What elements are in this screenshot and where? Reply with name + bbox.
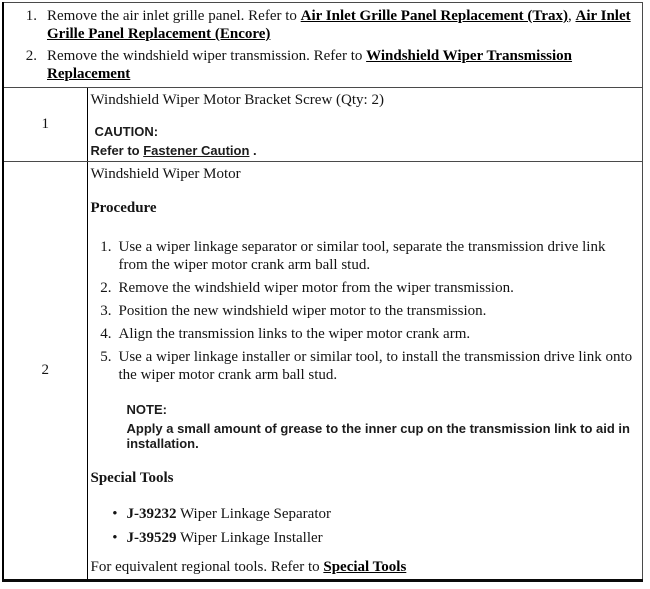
tool-text [127, 505, 331, 523]
regional-tools-footer [91, 558, 407, 576]
step-number: 1. [25, 8, 37, 24]
bullet-icon: • [112, 506, 118, 522]
step-text: Use a wiper linkage installer or similar tool, to install the transmission drive link onto the wiper motor crank arm ball stud. [118, 349, 633, 383]
procedure-step [91, 302, 639, 320]
note-label: NOTE: [126, 402, 167, 417]
step-number: 5. [100, 349, 112, 365]
procedure-step [91, 325, 639, 343]
special-tool-item [91, 505, 639, 523]
special-tools-list [91, 505, 639, 547]
tool-code: J-39529 [126, 530, 177, 546]
link-air-inlet-grille-panel-replacement-trax[interactable]: Air Inlet Grille Panel Replacement (Trax) [300, 8, 568, 24]
step-text: Use a wiper linkage separator or similar tool, separate the transmission drive link from the wiper motor crank arm ball stud. [118, 239, 606, 273]
step-text: Position the new windshield wiper motor to the transmission. [118, 303, 487, 319]
bullet-icon: • [112, 530, 118, 546]
row-number-cell-1: 1 [3, 88, 87, 162]
note-text: Apply a small amount of grease to the inner cup on the transmission link to aid in installation. [126, 421, 630, 451]
tool-name: Wiper Linkage Separator [179, 506, 331, 522]
component-title: Windshield Wiper Motor Bracket Screw (Qty: 2) [90, 92, 384, 108]
removal-step-2 [9, 47, 638, 83]
procedure-step-list [91, 238, 639, 384]
tool-name: Wiper Linkage Installer [179, 530, 323, 546]
step-prefix: Remove the air inlet grille panel. Refer to [47, 8, 301, 24]
step-number: 3. [100, 303, 112, 319]
step-number: 1. [100, 239, 112, 255]
link-fastener-caution[interactable]: Fastener Caution [143, 143, 250, 158]
footer-prefix: For equivalent regional tools. Refer to [90, 559, 324, 575]
special-tools-heading: Special Tools [90, 470, 174, 486]
procedure-step [91, 238, 639, 274]
caution-block [91, 124, 639, 159]
procedure-heading: Procedure [90, 200, 157, 216]
step-prefix: Remove the windshield wiper transmission. Refer to [47, 48, 367, 64]
tool-text [127, 529, 323, 547]
step-text [47, 47, 638, 83]
step-text [47, 7, 638, 43]
row-2-content-cell [87, 162, 643, 581]
caution-suffix: . [249, 143, 257, 158]
procedure-table [2, 2, 643, 582]
removal-steps-cell [3, 3, 643, 88]
special-tool-item [91, 529, 639, 547]
step-number: 2. [25, 48, 37, 64]
procedure-step [91, 279, 639, 297]
link-air-inlet-grille-panel-replacement-encore[interactable]: Air Inlet Grille Panel Replacement (Encore) [47, 8, 631, 42]
procedure-step [91, 348, 639, 384]
step-text: Remove the windshield wiper motor from the wiper transmission. [118, 280, 514, 296]
link-special-tools[interactable]: Special Tools [323, 559, 407, 575]
step-text: Align the transmission links to the wiper motor crank arm. [118, 326, 471, 342]
row-1-content-cell [87, 88, 643, 162]
link-separator: , [567, 8, 576, 24]
note-block [127, 402, 639, 451]
component-title: Windshield Wiper Motor [90, 166, 241, 182]
caution-prefix: Refer to [90, 143, 144, 158]
link-windshield-wiper-transmission-replacement[interactable]: Windshield Wiper Transmission Replacement [47, 48, 573, 82]
removal-step-1 [9, 7, 638, 43]
caution-reference [91, 143, 639, 159]
caution-label: CAUTION: [94, 124, 159, 139]
row-number-cell-2: 2 [3, 162, 87, 581]
step-number: 2. [100, 280, 112, 296]
step-number: 4. [100, 326, 112, 342]
tool-code: J-39232 [126, 506, 177, 522]
